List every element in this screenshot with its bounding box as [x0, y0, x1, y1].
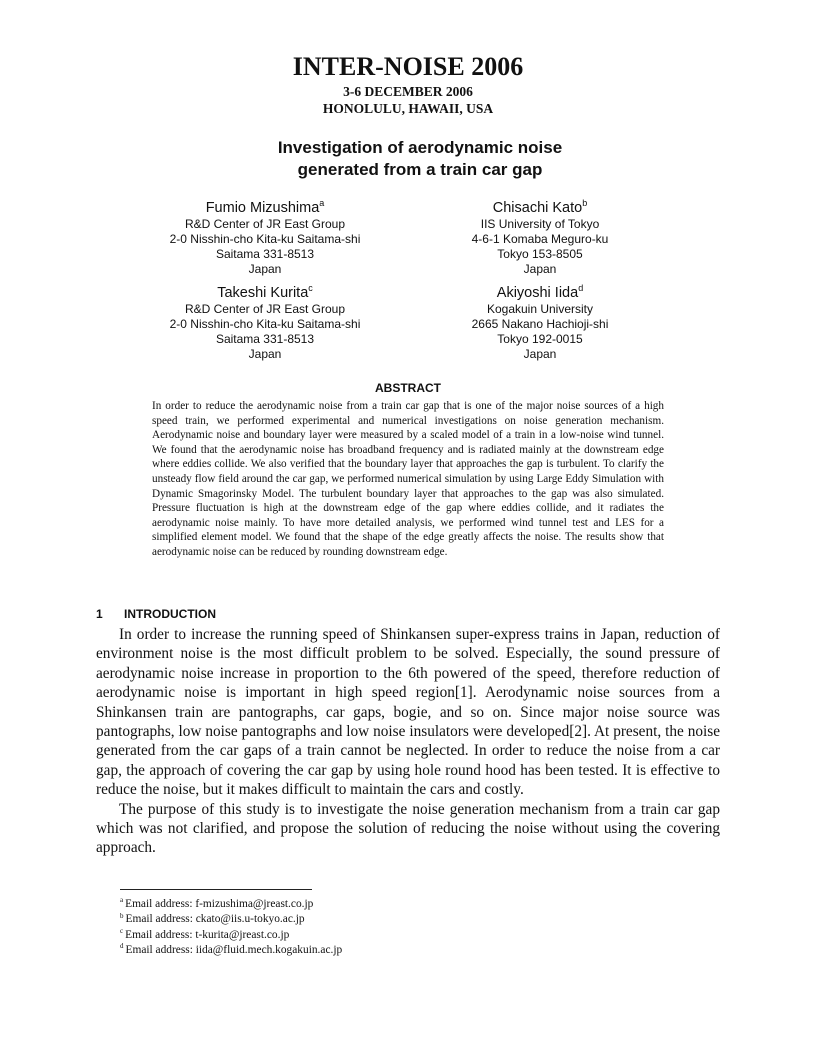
paper-title-line-1: Investigation of aerodynamic noise	[277, 138, 563, 157]
footnotes	[120, 897, 342, 959]
author-affiliation: IIS University of Tokyo	[480, 217, 600, 231]
author-affiliation: Kogakuin University	[486, 302, 594, 316]
abstract-text: In order to reduce the aerodynamic noise from a train car gap that is one of the major noise sources of a high speed train, we performed experimental and numerical investigations on noise generation mechanism. Aerodynamic noise and boundary layer were measured by a scaled model of a train in a low-noise wind tunnel. We found that the aerodynamic noise has broadband frequency and is radiated mainly at the downstream edge where eddies collide. We also verified that the boundary layer that approaches the gap is turbulent. To clarify the unsteady flow field around the car gap, we performed numerical simulation by using Large Eddy Simulation with Dynamic Smagorinsky Model. The turbulent boundary layer that approaches to the gap was also simulated. Pressure fluctuation is high at the downstream edge of the gap where eddies collide, and it radiates the aerodynamic noise mainly. To have more detailed analysis, we performed wind tunnel test and LES for a simplified element model. We found that the shape of the edge greatly affects the noise. The results show that aerodynamic noise can be reduced by rounding downstream edge.	[152, 400, 664, 558]
section-heading-introduction	[96, 607, 216, 621]
author-name: Takeshi Kurita$^c$	[217, 283, 313, 301]
section-number: 1	[96, 607, 103, 621]
author-mark: b	[582, 198, 588, 209]
author-name: Akiyoshi Iida$^d$	[496, 283, 584, 301]
author-country: Japan	[523, 262, 557, 276]
author-address: 2665 Nakano Hachioji-shi	[471, 317, 609, 331]
section-title: INTRODUCTION	[124, 607, 216, 621]
author-name: Fumio Mizushima$^a$	[205, 198, 325, 216]
author-country: Japan	[248, 262, 282, 276]
author-city: Tokyo 153-8505	[497, 247, 583, 261]
author-address: 4-6-1 Komaba Meguro-ku	[471, 232, 609, 246]
footnote-d: $^d$ Email address: iida@fluid.mech.kogakuin.ac.jp	[120, 942, 343, 957]
conference-date: 3-6 DECEMBER 2006	[343, 84, 473, 99]
author-address: 2-0 Nisshin-cho Kita-ku Saitama-shi	[169, 317, 361, 331]
footnote-b: $^b$ Email address: ckato@iis.u-tokyo.ac.jp	[120, 911, 305, 926]
author-iida	[430, 284, 650, 362]
paper-title-line-2: generated from a train car gap	[297, 160, 543, 179]
footnote-a: $^a$ Email address: f-mizushima@jreast.co.jp	[120, 896, 314, 910]
author-city: Saitama 331-8513	[215, 247, 315, 261]
author-country: Japan	[248, 347, 282, 361]
introduction-paragraph-1: In order to increase the running speed of Shinkansen super-express trains in Japan, reduction of environment noise is the most difficult problem to be solved. Especially, the sound pressure of aerodynamic noise increase in proportion to the 6th powered of the speed, therefore reduction of aerodynamic noise is important in high speed region[1]. Aerodynamic noise sources from a Shinkansen train are pantographs, car gaps, bogie, and so on. Since major noise source was pantographs, low noise pantographs and low noise insulators were developed[2]. At present, the noise generated from the car gaps of a train cannot be neglected. In order to reduce the noise from a car gap, the approach of covering the car gap by using hole round hood has been tested. It is effective to reduce the noise, but it makes difficult to maintain the cars and costly.	[96, 626, 720, 799]
author-affiliation: R&D Center of JR East Group	[184, 302, 346, 316]
author-city: Tokyo 192-0015	[497, 332, 583, 346]
author-kurita	[140, 284, 390, 362]
conference-place: HONOLULU, HAWAII, USA	[322, 101, 494, 116]
author-city: Saitama 331-8513	[215, 332, 315, 346]
paper-title	[0, 137, 816, 181]
footnote-divider	[120, 889, 312, 890]
author-mark: a	[319, 198, 325, 209]
author-address: 2-0 Nisshin-cho Kita-ku Saitama-shi	[169, 232, 361, 246]
introduction-body	[96, 625, 720, 858]
author-mark: d	[578, 283, 584, 294]
author-country: Japan	[523, 347, 557, 361]
author-mizushima	[140, 199, 390, 277]
introduction-paragraph-2: The purpose of this study is to investigate the noise generation mechanism from a train car gap which was not clarified, and propose the solution of reducing the noise without using the covering approach.	[96, 800, 720, 857]
author-mark: c	[308, 283, 313, 294]
author-name: Chisachi Kato$^b$	[492, 198, 588, 216]
footnote-c: $^c$ Email address: t-kurita@jreast.co.jp	[120, 927, 290, 941]
conference-title: INTER-NOISE 2006	[292, 52, 524, 81]
author-kato	[430, 199, 650, 277]
abstract-heading: ABSTRACT	[375, 381, 441, 395]
author-affiliation: R&D Center of JR East Group	[184, 217, 346, 231]
